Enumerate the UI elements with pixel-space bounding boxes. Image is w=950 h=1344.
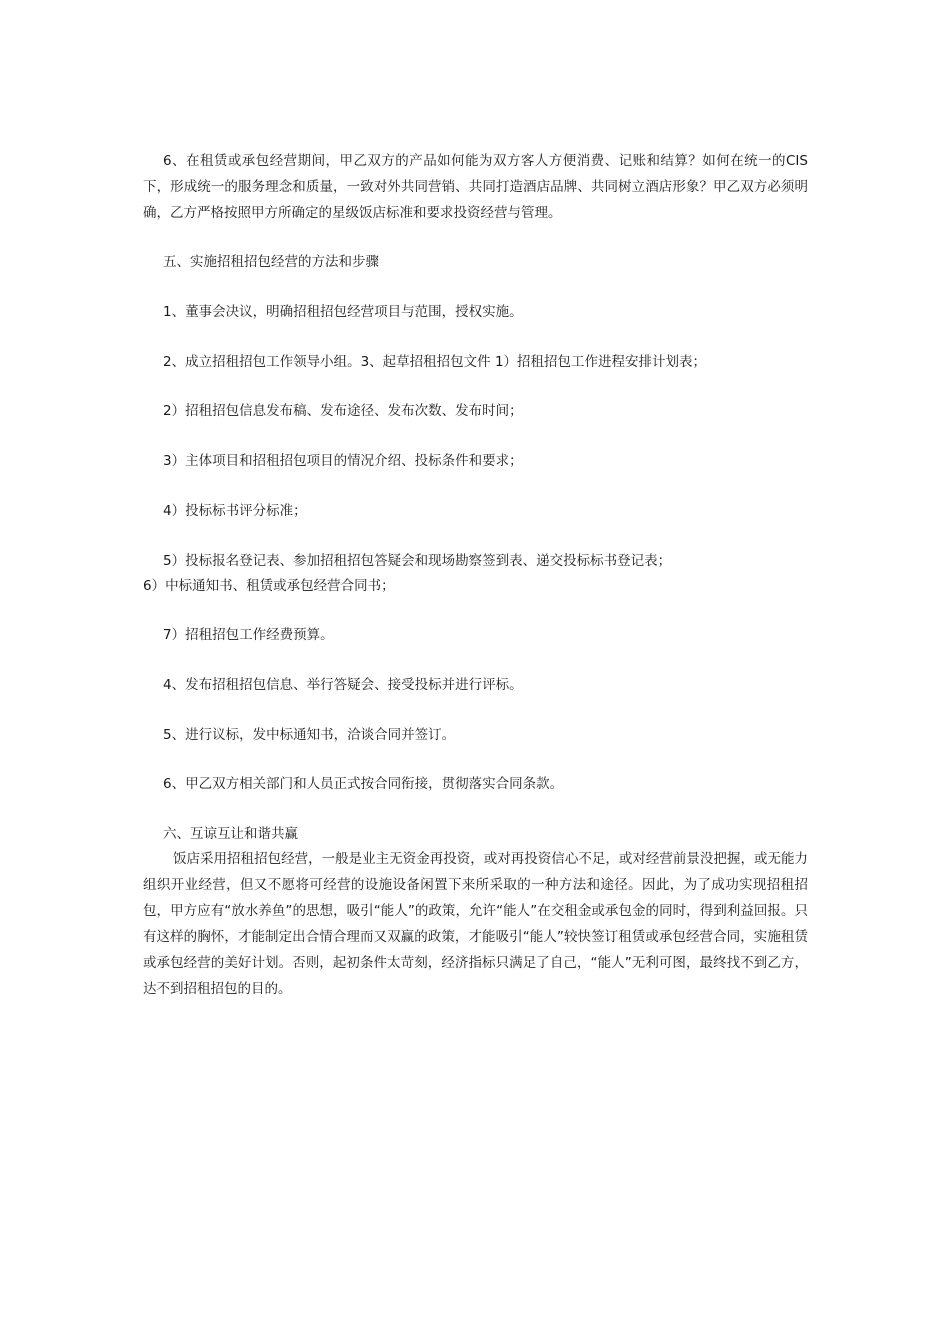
step-4: 4、发布招租招包信息、举行答疑会、接受投标并进行评标。 [163,677,523,693]
step-2: 2、成立招租招包工作领导小组。3、起草招租招包文件 1）招租招包工作进程安排计划表； [163,354,707,370]
sub-item-6: 6）中标通知书、租赁或承包经营合同书； [143,578,395,594]
step-1: 1、董事会决议，明确招租招包经营项目与范围，授权实施。 [163,304,523,320]
section-heading-5: 五、实施招租招包经营的方法和步骤 [163,254,379,270]
sub-item-2: 2）招租招包信息发布稿、发布途径、发布次数、发布时间； [163,403,523,419]
sub-item-4: 4）投标标书评分标准； [163,503,307,519]
sub-item-5: 5）投标报名登记表、参加招租招包答疑会和现场勘察签到表、递交投标标书登记表； [163,553,672,569]
step-5: 5、进行议标，发中标通知书，洽谈合同并签订。 [163,727,456,743]
section-heading-6: 六、互谅互让和谐共赢 [163,826,298,842]
paragraph-item-6: 6、在租赁或承包经营期间，甲乙双方的产品如何能为双方客人方便消费、记账和结算？如何在统一的CIS下，形成统一的服务理念和质量，一致对外共同营销、共同打造酒店品牌、共同树立酒店形象？甲乙双方必须明确，乙方严格按照甲方所确定的星级饭店标准和要求投资经营与管理。 [143,153,808,221]
sub-item-7: 7）招租招包工作经费预算。 [163,627,334,643]
step-6: 6、甲乙双方相关部门和人员正式按合同衔接，贯彻落实合同条款。 [163,776,564,792]
closing-paragraph: 饭店采用招租招包经营，一般是业主无资金再投资，或对再投资信心不足，或对经营前景没把握，或无能力组织开业经营，但又不愿将可经营的设施设备闲置下来所采取的一种方法和途径。因此，为了成功实现招租招包，甲方应有“放水养鱼”的思想，吸引“能人”的政策，允许“能人”在交租金或承包金的同时，得到利益回报。只有这样的胸怀，才能制定出合情合理而又双赢的政策，才能吸引“能人”较快签订租赁或承包经营合同，实施租赁或承包经营的美好计划。否则，起初条件太苛刻，经济指标只满足了自己，“能人”无利可图，最终找不到乙方，达不到招租招包的目的。 [143,851,808,997]
sub-item-3: 3）主体项目和招租招包项目的情况介绍、投标条件和要求； [163,453,523,469]
